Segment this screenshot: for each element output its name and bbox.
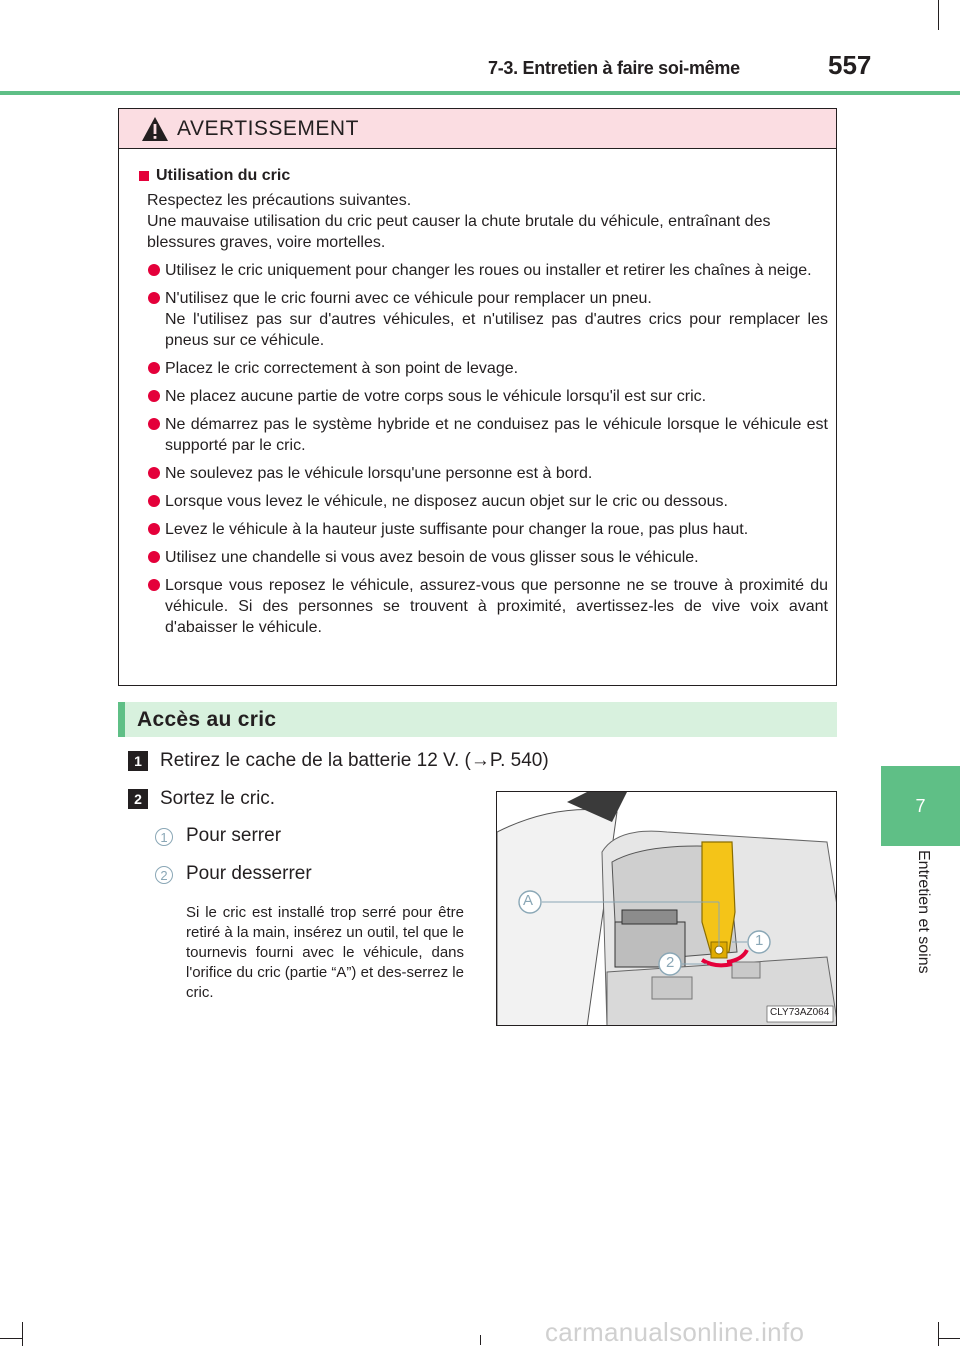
section-title: 7-3. Entretien à faire soi-même — [488, 58, 740, 78]
warning-item — [139, 414, 828, 456]
warning-title: AVERTISSEMENT — [177, 116, 359, 140]
warning-item-text: N'utilisez que le cric fourni avec ce véhicule pour remplacer un pneu. Ne l'utilisez pas sur d'autres véhicules, et n'utilisez pas d'autres crics pour remplacer les pneus sur ce véhicule. — [165, 290, 828, 349]
chapter-number: 7 — [915, 795, 926, 816]
chapter-label — [868, 850, 960, 990]
warning-subheading — [139, 165, 828, 186]
warning-box — [118, 108, 837, 686]
warning-item-text: Ne placez aucune partie de votre corps sous le véhicule lorsqu'il est sur cric. — [165, 388, 707, 405]
crop-mark — [0, 1338, 22, 1339]
red-bullet-icon — [148, 264, 160, 276]
warning-item — [139, 547, 828, 568]
chapter-label-text: Entretien et soins — [915, 850, 932, 974]
warning-item — [139, 386, 828, 407]
warning-item-text: Ne soulevez pas le véhicule lorsqu'une personne est à bord. — [165, 465, 593, 482]
warning-item — [139, 463, 828, 484]
figure-label-a: A — [523, 892, 534, 909]
red-bullet-icon — [148, 579, 160, 591]
warning-item — [139, 260, 828, 281]
crop-mark — [938, 1338, 960, 1339]
step-2-badge: 2 — [128, 789, 148, 809]
figure-label-1: 1 — [755, 932, 764, 949]
warning-item — [139, 288, 828, 351]
step-1-text: Retirez le cache de la batterie 12 V. (→P. 540) — [160, 750, 549, 771]
warning-header — [119, 109, 836, 149]
figure-label-2: 2 — [666, 954, 675, 971]
warning-item — [139, 575, 828, 638]
callout-1-badge: 1 — [155, 828, 173, 846]
red-bullet-icon — [148, 418, 160, 430]
heading-accent-bar — [118, 702, 125, 737]
header-rule — [0, 91, 960, 95]
crop-mark — [938, 1322, 939, 1346]
warning-intro: Respectez les précautions suivantes. Une mauvaise utilisation du cric peut causer la chute brutale du véhicule, entraînant des blessures graves, voire mortelles. — [147, 192, 771, 251]
red-bullet-icon — [148, 390, 160, 402]
callout-2-badge: 2 — [155, 866, 173, 884]
warning-item-text: Placez le cric correctement à son point de levage. — [165, 360, 519, 377]
red-bullet-icon — [148, 292, 160, 304]
red-bullet-icon — [148, 362, 160, 374]
page-number: 557 — [828, 50, 872, 80]
note-text: Si le cric est installé trop serré pour être retiré à la main, insérez un outil, tel que le tournevis fourni avec le véhicule, dans l'orifice du cric (partie “A”) et des-serrez le cric. — [186, 904, 464, 1001]
warning-item-text: Utilisez le cric uniquement pour changer les roues ou installer et retirer les chaînes à neige. — [165, 262, 812, 279]
crop-mark — [938, 0, 939, 30]
chapter-tab[interactable] — [881, 766, 960, 846]
warning-list — [139, 260, 828, 638]
red-bullet-icon — [148, 495, 160, 507]
step-1-badge: 1 — [128, 751, 148, 771]
red-bullet-icon — [148, 551, 160, 563]
red-bullet-icon — [148, 467, 160, 479]
callout-2-text: Pour desserrer — [186, 863, 312, 884]
warning-item-text: Lorsque vous reposez le véhicule, assurez-vous que personne ne se trouve à proximité du véhicule. Si des personnes se trouvent à proximité, avertissez-les de vive voix avant d'abaisser le véhicule. — [165, 577, 828, 636]
warning-item-text: Utilisez une chandelle si vous avez besoin de vous glisser sous le véhicule. — [165, 549, 699, 566]
warning-body — [119, 149, 836, 638]
crop-mark — [480, 1335, 481, 1345]
red-bullet-icon — [148, 523, 160, 535]
step-2-text: Sortez le cric. — [160, 788, 276, 809]
warning-item — [139, 519, 828, 540]
crop-mark — [22, 1322, 23, 1346]
warning-subheading-text: Utilisation du cric — [156, 167, 291, 184]
callout-1-text: Pour serrer — [186, 825, 282, 846]
warning-item — [139, 491, 828, 512]
trunk-illustration — [497, 792, 837, 1026]
figure-code: CLY73AZ064 — [770, 1007, 830, 1018]
warning-item-text: Ne démarrez pas le système hybride et ne conduisez pas le véhicule lorsque le véhicule est supporté par le cric. — [165, 416, 828, 454]
access-title: Accès au cric — [137, 707, 277, 731]
warning-item-text: Lorsque vous levez le véhicule, ne disposez aucun objet sur le cric ou dessous. — [165, 493, 728, 510]
warning-triangle-icon — [141, 116, 169, 142]
red-square-icon — [139, 171, 149, 181]
access-heading — [118, 702, 837, 737]
warning-item-text: Levez le véhicule à la hauteur juste suffisante pour changer la roue, pas plus haut. — [165, 521, 749, 538]
jack-figure — [496, 791, 837, 1026]
watermark: carmanualsonline.info — [545, 1317, 805, 1347]
warning-item — [139, 358, 828, 379]
